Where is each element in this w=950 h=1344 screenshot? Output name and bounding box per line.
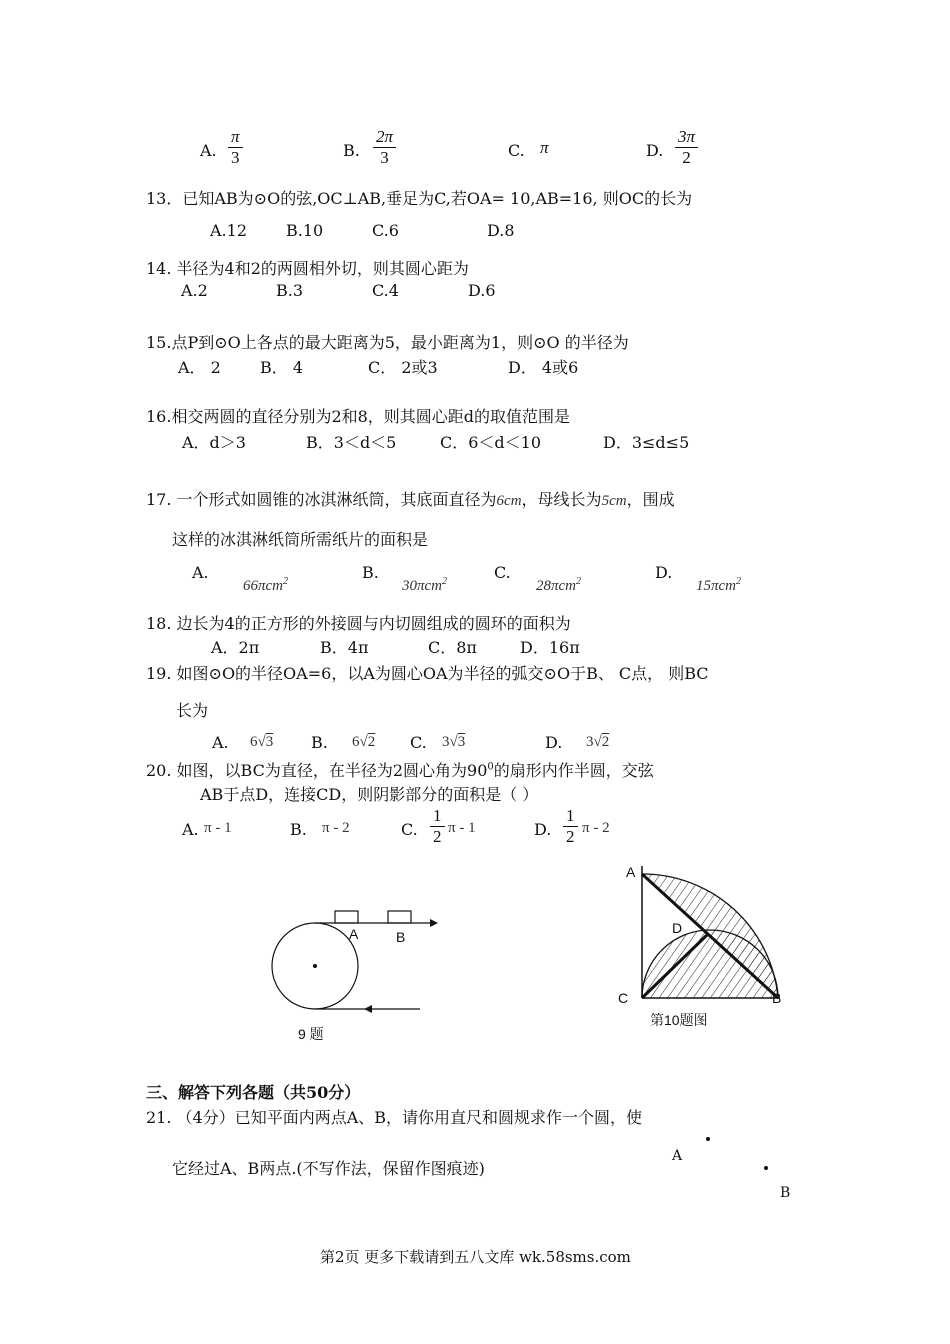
q16-option-d: D．3≤d≤5: [603, 433, 690, 452]
figure-9: [262, 900, 442, 1045]
q15-option-a: A． 2: [178, 358, 221, 377]
q12-b-denominator: 3: [380, 148, 389, 167]
q20-option-c-fraction: $\frac{1}{2}$: [430, 806, 445, 847]
q12-option-b-label: B.: [343, 141, 360, 160]
q19-option-a-label: A.: [212, 733, 229, 752]
q13-option-a: A.12: [210, 221, 247, 240]
q20-option-a-value: π - 1: [204, 820, 232, 836]
q18-option-d: D．16π: [520, 638, 580, 657]
fig10-label-d: D: [672, 920, 683, 936]
q17-option-a-value: 66πcm$^2$: [243, 576, 289, 594]
q14-stem: 14. 半径为4和2的两圆相外切，则其圆心距为: [146, 259, 469, 278]
fig10-label-b: B: [772, 990, 782, 1006]
fig9-label-b: B: [396, 929, 406, 945]
q17-slant-height: 5cm: [601, 493, 627, 509]
q16-stem: 16.相交两圆的直径分别为2和8，则其圆心距d的取值范围是: [146, 407, 571, 426]
q21-label-b: B: [780, 1185, 791, 1201]
q19-option-c-value: 3√3: [442, 734, 466, 750]
q12-a-denominator: 3: [231, 148, 240, 167]
q17-stem-part3: ，围成: [626, 490, 675, 509]
q12-option-c-label: C.: [508, 141, 525, 160]
q15-option-b: B． 4: [260, 358, 304, 377]
q17-option-b-label: B.: [362, 563, 379, 582]
q20-option-d-value: π - 2: [582, 820, 610, 836]
q21-point-a: [706, 1137, 710, 1141]
q17-stem-line2: 这样的冰淇淋纸筒所需纸片的面积是: [172, 530, 429, 549]
q15-option-c: C． 2或3: [368, 358, 438, 377]
q19-option-d-label: D.: [545, 733, 563, 752]
q18-option-b: B．4π: [320, 638, 369, 657]
page-footer: 第2页 更多下载请到五八文库 wk.58sms.com: [320, 1248, 631, 1266]
q17-option-c-value: 28πcm$^2$: [536, 576, 582, 594]
q20-option-a-label: A.: [182, 820, 199, 839]
q15-option-d: D． 4或6: [508, 358, 579, 377]
fig10-caption: 第10题图: [650, 1012, 708, 1028]
q12-option-d-label: D.: [646, 141, 664, 160]
q12-d-denominator: 2: [682, 148, 691, 167]
q13-option-d: D.8: [487, 221, 515, 240]
q20-stem-line2: AB于点D，连接CD，则阴影部分的面积是（ ）: [200, 785, 539, 804]
q12-option-d-fraction: [675, 127, 698, 168]
q20-option-b-value: π - 2: [322, 820, 350, 836]
q19-stem: 19. 如图⊙O的半径OA=6，以A为圆心OA为半径的弧交⊙O于B、 C点， 则BC: [146, 664, 709, 683]
q19-option-b-label: B.: [311, 733, 328, 752]
q19-option-b-value: 6√2: [352, 734, 376, 750]
q12-b-numerator: 2π: [373, 127, 396, 148]
q13-option-b: B.10: [286, 221, 324, 240]
q14-option-d: D.6: [468, 281, 496, 300]
q15-stem: 15.点P到⊙O上各点的最大距离为5，最小距离为1，则⊙O 的半径为: [146, 333, 629, 352]
q12-option-b-fraction: [373, 127, 396, 168]
fig10-label-c: C: [618, 990, 629, 1006]
q17-stem-part1: 17. 一个形式如圆锥的冰淇淋纸筒，其底面直径为: [146, 490, 497, 509]
q17-option-d-label: D.: [655, 563, 673, 582]
q20-option-b-label: B.: [290, 820, 307, 839]
q13-option-c: C.6: [372, 221, 399, 240]
q21-stem-line2: 它经过A、B两点.(不写作法，保留作图痕迹): [172, 1159, 485, 1178]
q21-stem: 21. （4分）已知平面内两点A、B，请你用直尺和圆规求作一个圆，使: [146, 1108, 643, 1127]
fig9-top-arrowhead: [430, 919, 438, 927]
fig10-label-a: A: [626, 864, 636, 880]
q17-option-c-label: C.: [494, 563, 511, 582]
fig9-caption: 9 题: [298, 1026, 324, 1042]
q12-d-numerator: 3π: [675, 127, 698, 148]
q19-option-a-value: 6√3: [250, 734, 274, 750]
q12-option-a-label: A.: [200, 141, 217, 160]
q14-option-a: A.2: [181, 281, 208, 300]
q16-option-a: A．d＞3: [182, 433, 246, 452]
q20-stem: [146, 758, 654, 781]
q16-option-c: C．6＜d＜10: [440, 433, 542, 452]
q18-option-a: A．2π: [211, 638, 260, 657]
q17-option-b-value: 30πcm$^2$: [402, 576, 448, 594]
q17-diameter: 6cm: [496, 493, 522, 509]
q12-option-a-fraction: [228, 127, 243, 168]
q17-option-a-label: A.: [192, 563, 209, 582]
fig9-block-a: [335, 911, 358, 923]
q20-option-c-value: π - 1: [448, 820, 476, 836]
q13-stem: 13．已知AB为⊙O的弦,OC⊥AB,垂足为C,若OA= 10,AB=16, 则OC的长为: [146, 189, 693, 208]
q12-a-numerator: π: [228, 127, 243, 148]
fig9-block-b: [388, 911, 411, 923]
fig9-bottom-arrowhead: [364, 1005, 372, 1013]
q19-stem-line2: 长为: [176, 701, 209, 720]
q18-stem: 18. 边长为4的正方形的外接圆与内切圆组成的圆环的面积为: [146, 614, 571, 633]
q20-option-d-label: D.: [534, 820, 552, 839]
q12-option-c-value: π: [540, 138, 549, 157]
q14-option-c: C.4: [372, 281, 399, 300]
q18-option-c: C．8π: [428, 638, 477, 657]
figure-10: [620, 858, 790, 1008]
q17-stem: [146, 487, 675, 510]
q21-points: [700, 1130, 780, 1180]
q21-point-b: [764, 1166, 768, 1170]
q17-option-d-value: 15πcm$^2$: [696, 576, 742, 594]
q20-degree: 0: [487, 761, 494, 773]
q19-option-d-value: 3√2: [586, 734, 610, 750]
q17-stem-part2: ，母线长为: [521, 490, 602, 509]
q20-stem-part2: 的扇形内作半圆，交弦: [493, 761, 654, 780]
q20-option-d-fraction: $\frac{1}{2}$: [563, 806, 578, 847]
fig9-label-a: A: [349, 926, 359, 942]
q20-stem-part1: 20. 如图，以BC为直径，在半径为2圆心角为90: [146, 761, 488, 780]
q21-label-a: A: [672, 1148, 683, 1164]
q14-option-b: B.3: [276, 281, 304, 300]
q19-option-c-label: C.: [410, 733, 427, 752]
section-3-title: 三、解答下列各题（共50分）: [146, 1083, 361, 1102]
q16-option-b: B．3＜d＜5: [306, 433, 397, 452]
fig9-center-dot: [313, 964, 317, 968]
q20-option-c-label: C.: [401, 820, 418, 839]
